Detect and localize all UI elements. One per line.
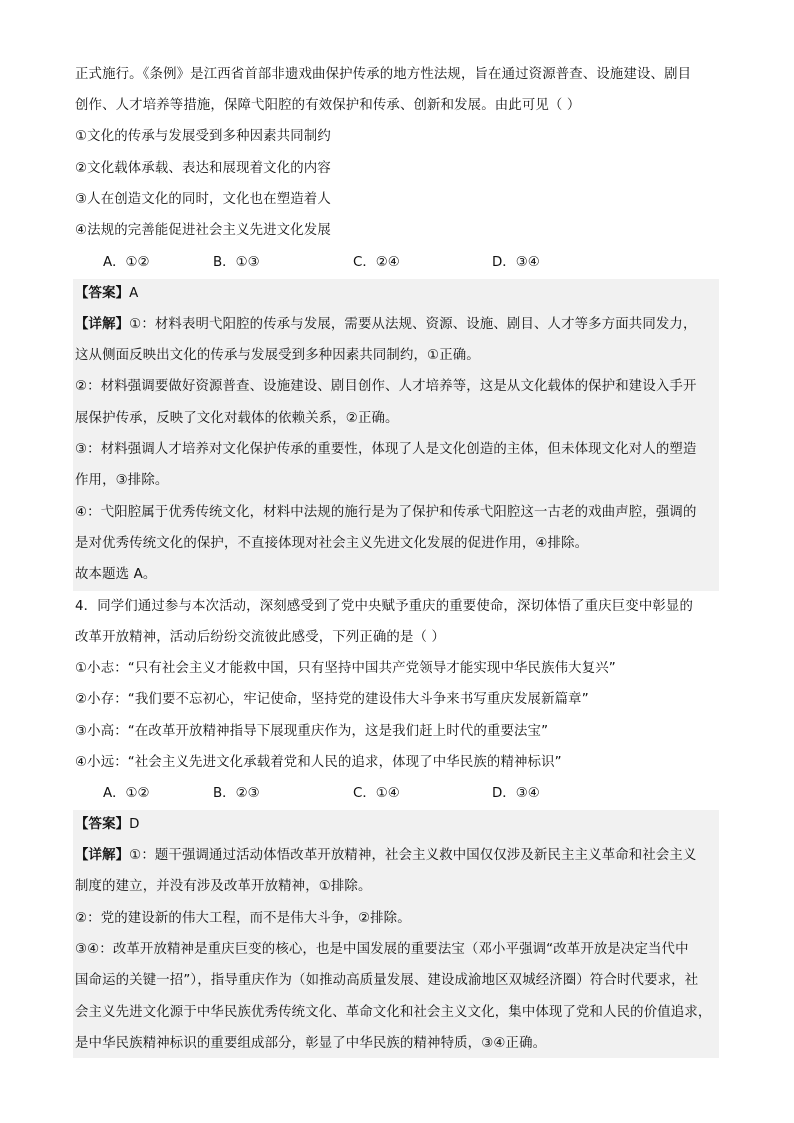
q4-detail-line-6: 会主义先进文化源于中华民族优秀传统文化、革命文化和社会主义文化，集中体现了党和人民的价值追求， bbox=[75, 1005, 712, 1020]
q3-item-2: ②文化载体承载、表达和展现着文化的内容 bbox=[75, 161, 331, 176]
q4-answer-tag: 【答案】 bbox=[75, 817, 130, 832]
q3-stem-line-2: 创作、人才培养等措施，保障弋阳腔的有效保护和传承、创新和发展。由此可见（ ） bbox=[75, 98, 581, 113]
q3-answer bbox=[75, 284, 720, 304]
q4-option-b: B．②③ bbox=[213, 786, 260, 801]
q3-stem-line-1: 正式施行。《条例》是江西省首部非遗戏曲保护传承的地方性法规，旨在通过资源普查、设施建设、剧目 bbox=[75, 67, 692, 82]
q3-detail-line-3: ②：材料强调要做好资源普查、设施建设、剧目创作、人才培养等，这是从文化载体的保护和建设入手开 bbox=[75, 379, 697, 394]
q3-option-a: A．①② bbox=[103, 255, 150, 270]
q3-detail-line-2: 这从侧面反映出文化的传承与发展受到多种因素共同制约，①正确。 bbox=[75, 348, 480, 363]
q4-detail-line-1 bbox=[75, 846, 720, 866]
q4-detail-line-7: 是中华民族精神标识的重要组成部分，彰显了中华民族的精神特质，③④正确。 bbox=[75, 1036, 547, 1051]
q4-option-a: A．①② bbox=[103, 786, 150, 801]
q3-answer-value: A bbox=[129, 286, 139, 301]
q3-detail-tag: 【详解】 bbox=[75, 317, 130, 332]
q4-option-d: D．③④ bbox=[492, 786, 540, 801]
q4-detail-line-5: 国命运的关键一招”），指导重庆作为（如推动高质量发展、建设成渝地区双城经济圈）符合时代要求，社 bbox=[75, 973, 699, 988]
q4-item-2: ②小存：“我们要不忘初心，牢记使命，坚持党的建设伟大斗争来书写重庆发展新篇章” bbox=[75, 692, 589, 707]
q3-option-d: D．③④ bbox=[492, 255, 540, 270]
q4-detail-text-1: ①：题干强调通过活动体悟改革开放精神，社会主义救中国仅仅涉及新民主主义革命和社会主义 bbox=[129, 848, 697, 863]
q3-item-4: ④法规的完善能促进社会主义先进文化发展 bbox=[75, 223, 331, 238]
q3-detail-line-1 bbox=[75, 315, 720, 335]
q4-item-1: ①小志：“只有社会主义才能救中国，只有坚持中国共产党领导才能实现中华民族伟大复兴” bbox=[75, 661, 616, 676]
q4-stem-line-1: 4．同学们通过参与本次活动，深刻感受到了党中央赋予重庆的重要使命，深切体悟了重庆巨变中彰显的 bbox=[75, 599, 693, 614]
q4-item-4: ④小远：“社会主义先进文化承载着党和人民的追求，体现了中华民族的精神标识” bbox=[75, 755, 562, 770]
q4-detail-line-2: 制度的建立，并没有涉及改革开放精神，①排除。 bbox=[75, 879, 372, 894]
q3-item-1: ①文化的传承与发展受到多种因素共同制约 bbox=[75, 129, 331, 144]
q3-option-b: B．①③ bbox=[213, 255, 260, 270]
q4-detail-line-4: ③④：改革开放精神是重庆巨变的核心，也是中国发展的重要法宝（邓小平强调“改革开放是决定当代中 bbox=[75, 942, 689, 957]
q3-option-c: C．②④ bbox=[353, 255, 400, 270]
q3-detail-text-1: ①：材料表明弋阳腔的传承与发展，需要从法规、资源、设施、剧目、人才等多方面共同发力， bbox=[129, 317, 697, 332]
q3-detail-line-4: 展保护传承，反映了文化对载体的依赖关系，②正确。 bbox=[75, 411, 399, 426]
q3-answer-tag: 【答案】 bbox=[75, 286, 130, 301]
q3-detail-line-7: ④：弋阳腔属于优秀传统文化，材料中法规的施行是为了保护和传承弋阳腔这一古老的戏曲声腔，强调的 bbox=[75, 505, 697, 520]
q4-detail-line-3: ②：党的建设新的伟大工程，而不是伟大斗争，②排除。 bbox=[75, 911, 411, 926]
q4-answer-value: D bbox=[129, 817, 140, 832]
q3-detail-line-8: 是对优秀传统文化的保护，不直接体现对社会主义先进文化发展的促进作用，④排除。 bbox=[75, 536, 589, 551]
q4-option-c: C．①④ bbox=[353, 786, 400, 801]
q3-detail-line-5: ③：材料强调人才培养对文化保护传承的重要性，体现了人是文化创造的主体，但未体现文化对人的塑造 bbox=[75, 442, 697, 457]
q3-item-3: ③人在创造文化的同时，文化也在塑造着人 bbox=[75, 192, 331, 207]
q3-detail-line-6: 作用，③排除。 bbox=[75, 473, 169, 488]
q4-detail-tag: 【详解】 bbox=[75, 848, 130, 863]
q3-conclusion: 故本题选 A。 bbox=[75, 567, 157, 582]
q4-item-3: ③小高：“在改革开放精神指导下展现重庆作为，这是我们赶上时代的重要法宝” bbox=[75, 724, 549, 739]
q4-answer bbox=[75, 815, 720, 835]
q4-stem-line-2: 改革开放精神，活动后纷纷交流彼此感受，下列正确的是（ ） bbox=[75, 630, 446, 645]
